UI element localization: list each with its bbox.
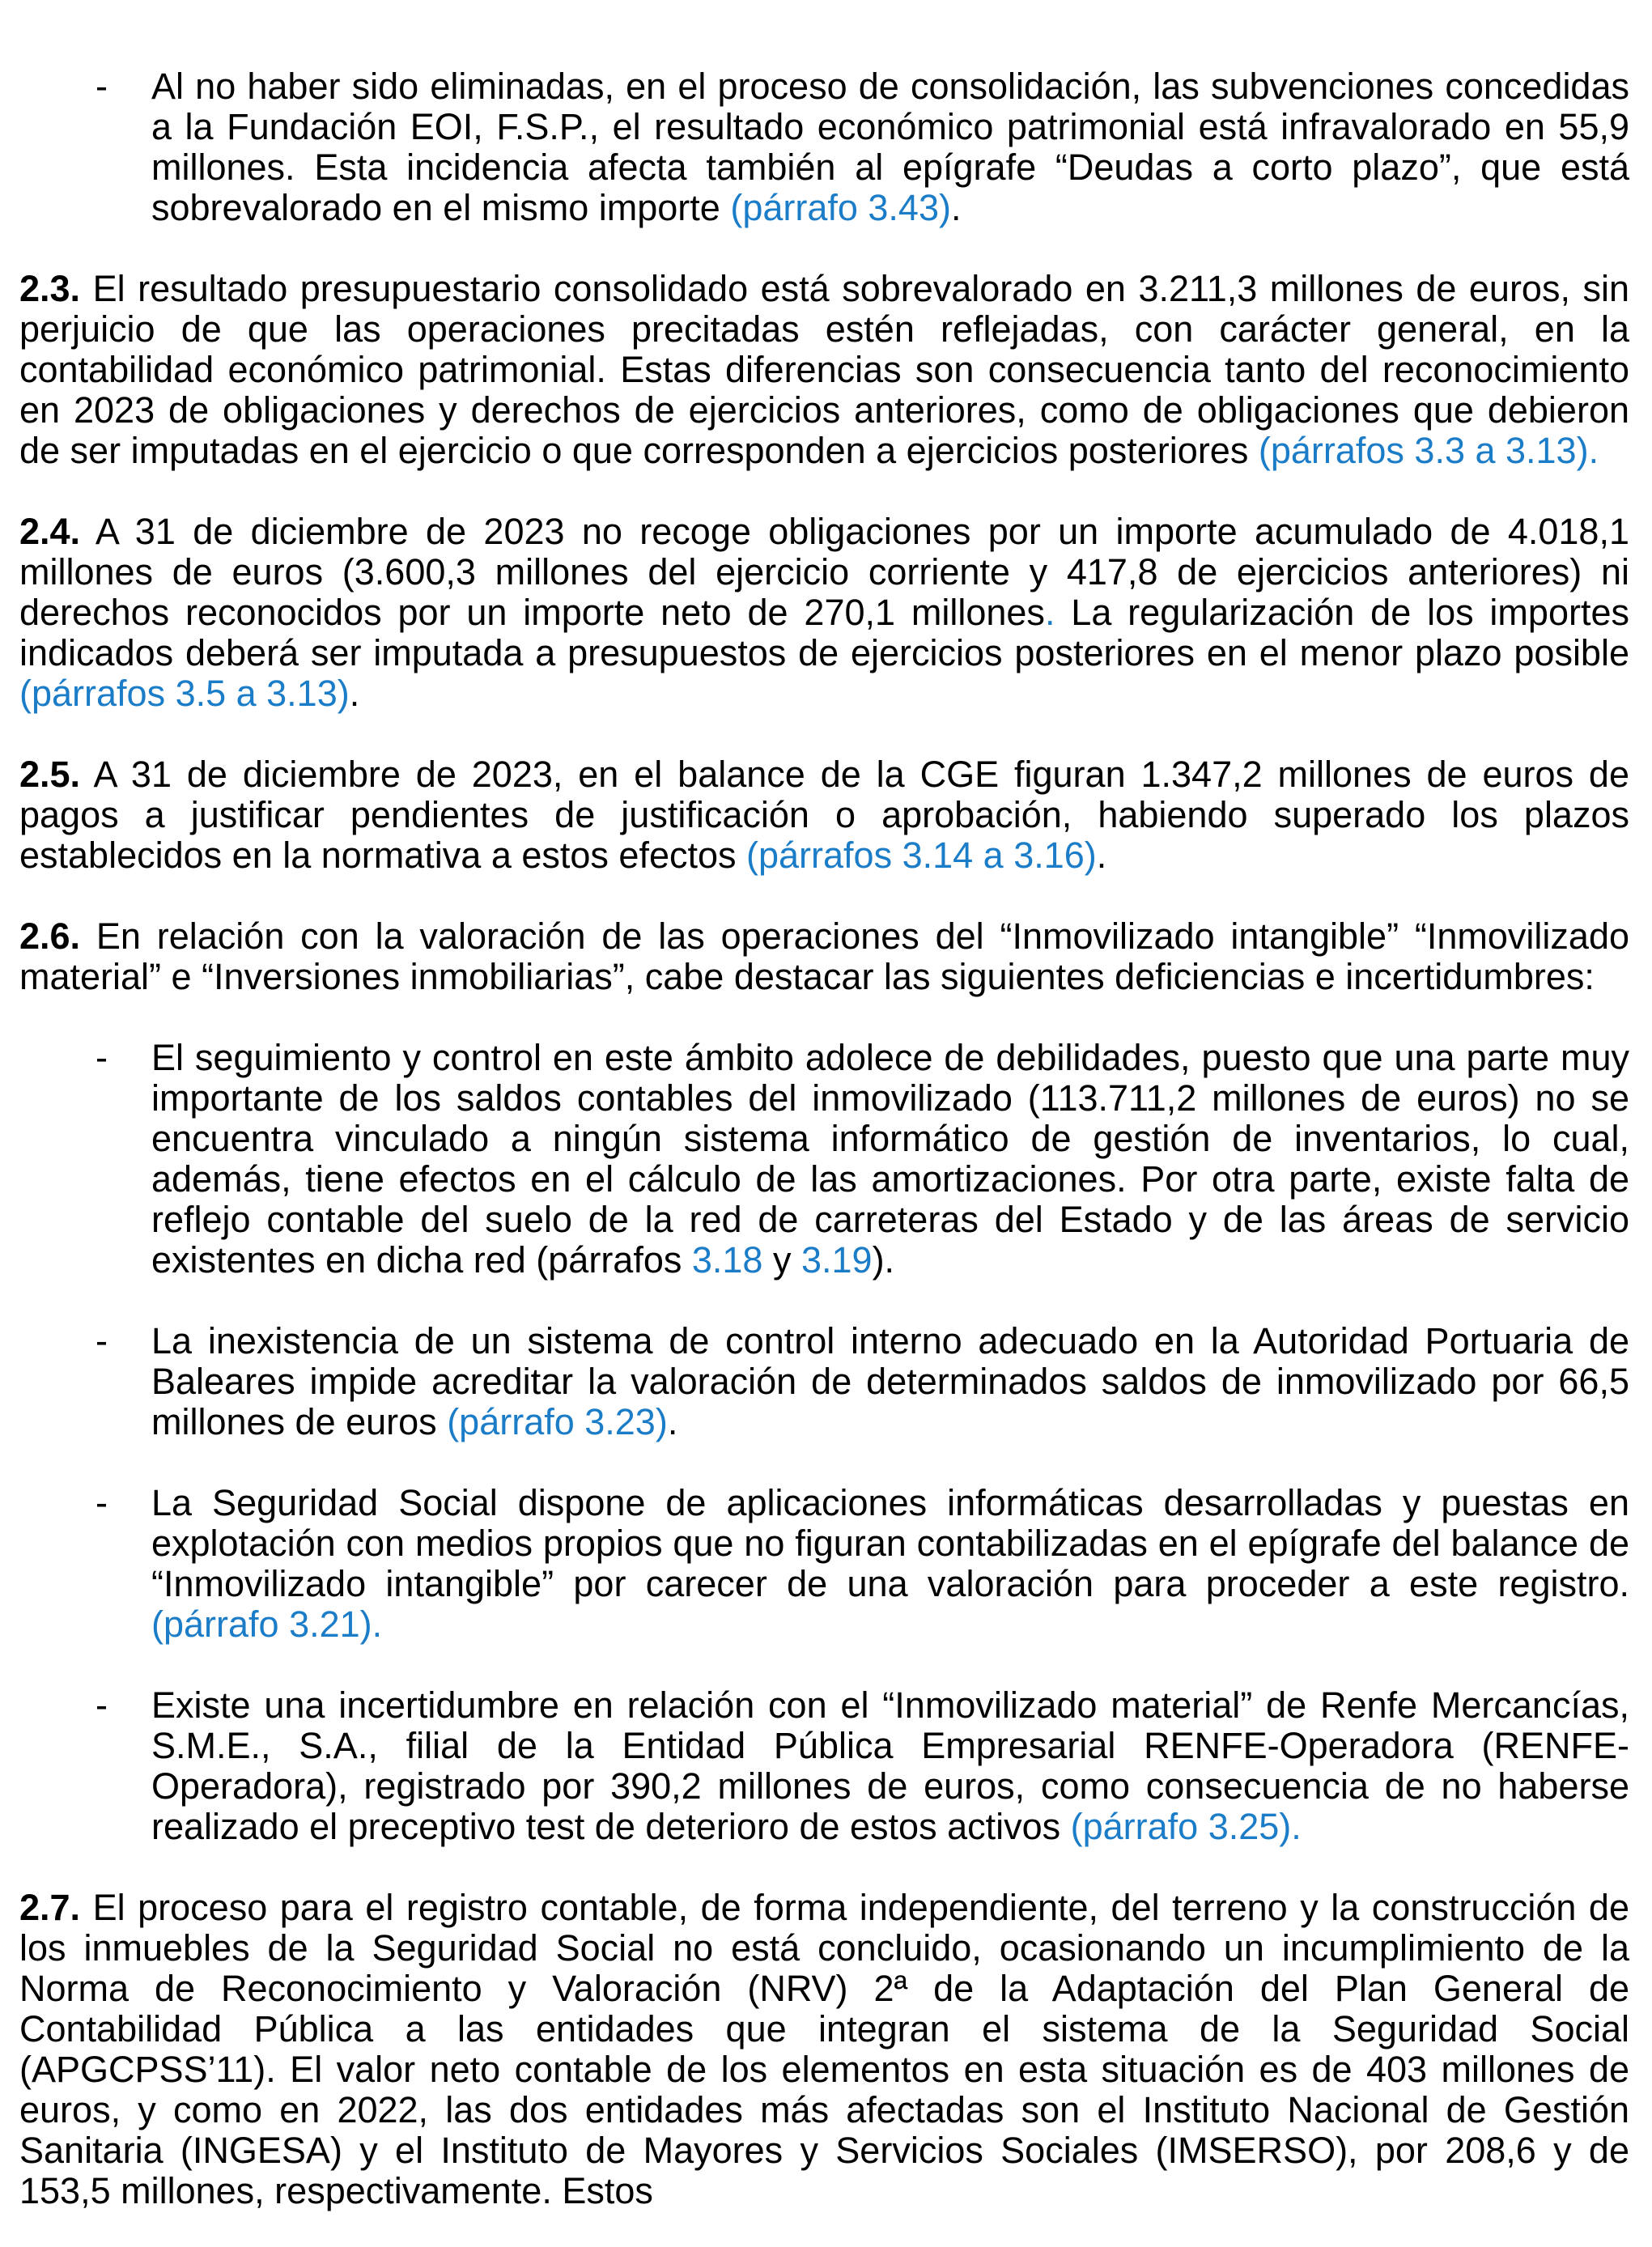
text-run: A 31 de diciembre de 2023 no recoge obligaciones por un importe acumulado de 4.018,1 millones de euros (3.600,3 millones del ejercicio corriente y 417,8 de ejercicios anteriores) ni derechos reconocidos por un importe neto de 270,1 millones [19,511,1629,633]
text-run: . [950,187,962,228]
document-body [19,66,1629,2211]
paragraph [19,1888,1629,2211]
text-run: En relación con la valoración de las operaciones del “Inmovilizado intangible” “Inmovilizado material” e “Inversiones inmobiliarias”, cabe destacar las siguientes deficiencias e incertidumbres: [19,915,1629,997]
paragraph-ref-link[interactable]: 3.18 [691,1239,763,1281]
text-run: La regularización de los importes indicados deberá ser imputada a presupuestos de ejercicios posteriores en el menor plazo posible [19,592,1629,673]
bullet-item [19,1483,1629,1645]
paragraph [19,269,1629,471]
paragraph [19,916,1629,997]
bullet-item [19,1038,1629,1281]
bullet-dash: - [96,1684,108,1726]
text-run: . [349,673,360,714]
paragraph-number: 2.4. [19,511,81,552]
bullet-dash: - [96,1320,108,1361]
paragraph-number: 2.7. [19,1887,81,1928]
text-run: El seguimiento y control en este ámbito adolece de debilidades, puesto que una parte muy importante de los saldos contables del inmovilizado (113.711,2 millones de euros) no se encuentra vinculado a ningún sistema informático de gestión de inventarios, lo cual, además, tiene efectos en el cálculo de las amortizaciones. Por otra parte, existe falta de reflejo contable del suelo de la red de carreteras del Estado y de las áreas de servicio existentes en dicha red (párrafos [151,1037,1629,1281]
bullet-dash: - [96,66,108,107]
paragraph-ref-link[interactable]: (párrafo 3.23) [447,1401,668,1442]
paragraph-ref-link[interactable]: (párrafos 3.5 a 3.13) [19,673,350,714]
paragraph-ref-link[interactable]: . [1044,592,1055,633]
text-run: ). [872,1239,895,1281]
text-run: La inexistencia de un sistema de control interno adecuado en la Autoridad Portuaria de Baleares impide acreditar la valoración de determinados saldos de inmovilizado por 66,5 millones de euros [151,1320,1629,1442]
paragraph-number: 2.3. [19,268,81,309]
paragraph-ref-link[interactable]: (párrafo 3.43) [730,187,951,228]
bullet-item [19,1321,1629,1442]
paragraph-ref-link[interactable]: (párrafos 3.14 a 3.16) [746,835,1097,876]
bullet-dash: - [96,1037,108,1078]
text-run: La Seguridad Social dispone de aplicaciones informáticas desarrolladas y puestas en explotación con medios propios que no figuran contabilizadas en el epígrafe del balance de “Inmovilizado intangible” por carecer de una valoración para proceder a este registro. [151,1482,1629,1604]
text-run: y [762,1239,801,1281]
bullet-dash: - [96,1482,108,1523]
text-run: Existe una incertidumbre en relación con el “Inmovilizado material” de Renfe Mercancías, S.M.E., S.A., filial de la Entidad Pública Empresarial RENFE-Operadora (RENFE-Operadora), registrado por 390,2 millones de euros, como consecuencia de no haberse realizado el preceptivo test de deterioro de estos activos [151,1684,1629,1847]
bullet-item [19,1685,1629,1847]
text-run: El resultado presupuestario consolidado está sobrevalorado en 3.211,3 millones de euros, sin perjuicio de que las operaciones precitadas estén reflejadas, con carácter general, en la contabilidad económico patrimonial. Estas diferencias son consecuencia tanto del reconocimiento en 2023 de obligaciones y derechos de ejercicios anteriores, como de obligaciones que debieron de ser imputadas en el ejercicio o que corresponden a ejercicios posteriores [19,268,1629,471]
text-run: Al no haber sido eliminadas, en el proceso de consolidación, las subvenciones concedidas a la Fundación EOI, F.S.P., el resultado económico patrimonial está infravalorado en 55,9 millones. Esta incidencia afecta también al epígrafe “Deudas a corto plazo”, que está sobrevalorado en el mismo importe [151,66,1629,228]
paragraph [19,512,1629,714]
paragraph-ref-link[interactable]: (párrafo 3.25). [1070,1806,1302,1847]
text-run: . [1096,835,1107,876]
paragraph-ref-link[interactable]: 3.19 [801,1239,873,1281]
paragraph-ref-link[interactable]: (párrafos 3.3 a 3.13). [1258,430,1599,471]
paragraph-number: 2.5. [19,754,81,795]
paragraph [19,754,1629,876]
paragraph-number: 2.6. [19,915,81,957]
bullet-item [19,66,1629,228]
text-run: El proceso para el registro contable, de forma independiente, del terreno y la construcción de los inmuebles de la Seguridad Social no está concluido, ocasionando un incumplimiento de la Norma de Reconocimiento y Valoración (NRV) 2ª de la Adaptación del Plan General de Contabilidad Pública a las entidades que integran el sistema de la Seguridad Social (APGCPSS’11). El valor neto contable de los elementos en esta situación es de 403 millones de euros, y como en 2022, las dos entidades más afectadas son el Instituto Nacional de Gestión Sanitaria (INGESA) y el Instituto de Mayores y Servicios Sociales (IMSERSO), por 208,6 y de 153,5 millones, respectivamente. Estos [19,1887,1629,2211]
text-run: . [667,1401,678,1442]
paragraph-ref-link[interactable]: (párrafo 3.21). [151,1603,383,1645]
text-run: A 31 de diciembre de 2023, en el balance de la CGE figuran 1.347,2 millones de euros de pagos a justificar pendientes de justificación o aprobación, habiendo superado los plazos establecidos en la normativa a estos efectos [19,754,1629,876]
